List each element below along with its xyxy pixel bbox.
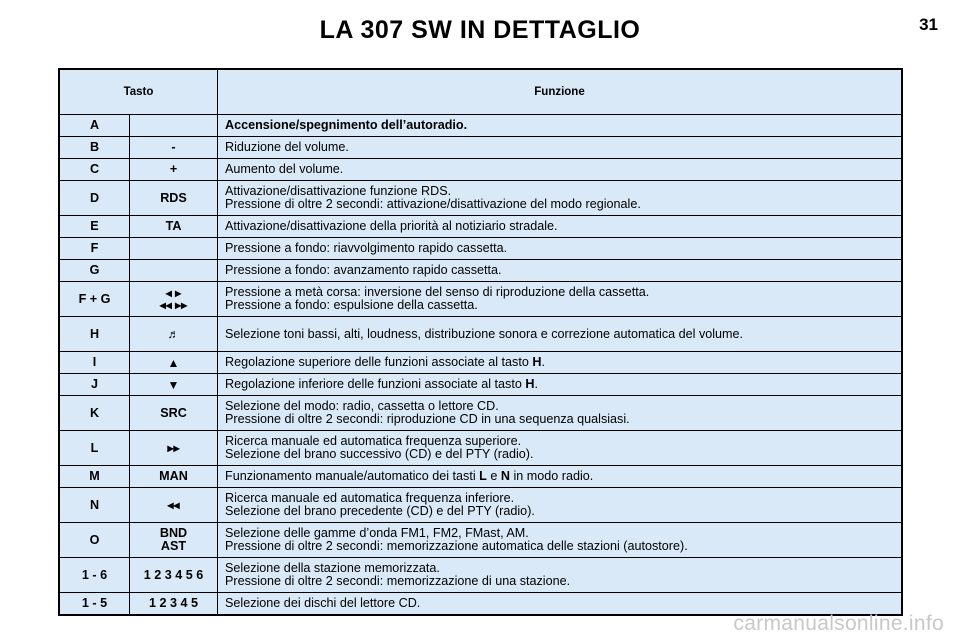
table-row	[60, 557, 901, 592]
fast-forward-icon: ▸▸	[167, 441, 180, 455]
button-cell	[130, 374, 218, 395]
table-row	[60, 395, 901, 430]
key-cell: H	[60, 317, 130, 351]
function-cell: Ricerca manuale ed automatica frequenza inferiore. Selezione del brano precedente (CD) e del PTY (radio).	[225, 491, 535, 518]
key-cell: O	[60, 523, 130, 557]
button-cell	[130, 431, 218, 465]
page-title: LA 307 SW IN DETTAGLIO	[319, 16, 641, 44]
key-cell: E	[60, 216, 130, 237]
table-row	[60, 158, 901, 180]
function-cell: Pressione a fondo: avanzamento rapido cassetta.	[225, 263, 502, 277]
button-cell	[130, 238, 218, 259]
music-note-icon: ♬	[167, 327, 180, 341]
button-cell	[130, 352, 218, 373]
button-cell: -	[130, 137, 218, 158]
function-cell: Selezione delle gamme d’onda FM1, FM2, FMast, AM. Pressione di oltre 2 secondi: memorizzazione automatica delle stazioni (autostore).	[225, 526, 688, 553]
button-cell: RDS	[130, 181, 218, 215]
function-cell: Attivazione/disattivazione funzione RDS. Pressione di oltre 2 secondi: attivazione/disattivazione del modo regionale.	[225, 184, 641, 211]
function-cell: Regolazione inferiore delle funzioni associate al tasto H.	[225, 377, 538, 391]
watermark: carmanualsonline.info	[733, 612, 944, 635]
button-cell	[130, 282, 218, 316]
arrows-icon: ◂ ▸ ◂◂ ▸▸	[159, 286, 188, 312]
table-row	[60, 430, 901, 465]
table-row	[60, 136, 901, 158]
arrow-up-icon: ▲	[167, 355, 180, 370]
key-cell: 1 - 6	[60, 558, 130, 592]
table-row	[60, 373, 901, 395]
table-header	[60, 70, 901, 114]
function-cell: Selezione dei dischi del lettore CD.	[225, 596, 421, 610]
table-row	[60, 259, 901, 281]
table-row	[60, 237, 901, 259]
key-cell: 1 - 5	[60, 593, 130, 614]
arrow-down-icon: ▼	[167, 377, 180, 392]
key-cell: F	[60, 238, 130, 259]
key-cell: D	[60, 181, 130, 215]
key-cell: I	[60, 352, 130, 373]
table-row	[60, 215, 901, 237]
key-cell: J	[60, 374, 130, 395]
function-cell: Selezione della stazione memorizzata. Pressione di oltre 2 secondi: memorizzazione di una stazione.	[225, 561, 571, 588]
table-row	[60, 522, 901, 557]
header-key: Tasto	[60, 70, 218, 114]
key-cell: C	[60, 159, 130, 180]
function-cell: Selezione del modo: radio, cassetta o lettore CD. Pressione di oltre 2 secondi: riproduzione CD in una sequenza qualsiasi.	[225, 399, 630, 426]
table-row	[60, 316, 901, 351]
function-cell: Funzionamento manuale/automatico dei tasti L e N in modo radio.	[225, 469, 594, 483]
key-cell: N	[60, 488, 130, 522]
table-row	[60, 592, 901, 614]
rewind-icon: ◂◂	[167, 498, 180, 512]
key-cell: M	[60, 466, 130, 487]
key-cell: B	[60, 137, 130, 158]
function-table	[58, 68, 903, 616]
table-row	[60, 487, 901, 522]
function-cell: Attivazione/disattivazione della priorità al notiziario stradale.	[225, 219, 558, 233]
button-cell: 1 2 3 4 5	[130, 593, 218, 614]
button-cell	[130, 317, 218, 351]
table-row	[60, 465, 901, 487]
button-cell: MAN	[130, 466, 218, 487]
function-cell: Ricerca manuale ed automatica frequenza superiore. Selezione del brano successivo (CD) e del PTY (radio).	[225, 434, 534, 461]
function-cell: Selezione toni bassi, alti, loudness, distribuzione sonora e correzione automatica del volume.	[225, 326, 744, 341]
function-cell: Aumento del volume.	[225, 162, 344, 176]
key-cell: A	[60, 115, 130, 136]
table-row	[60, 281, 901, 316]
function-cell: Pressione a metà corsa: inversione del senso di riproduzione della cassetta. Pressione a fondo: espulsione della cassetta.	[225, 285, 650, 312]
table-row	[60, 180, 901, 215]
header-function: Funzione	[534, 85, 585, 98]
key-cell: L	[60, 431, 130, 465]
key-cell: G	[60, 260, 130, 281]
button-cell	[130, 115, 218, 136]
key-cell: K	[60, 396, 130, 430]
function-cell: Regolazione superiore delle funzioni associate al tasto H.	[225, 355, 545, 369]
button-cell	[130, 260, 218, 281]
function-cell: Pressione a fondo: riavvolgimento rapido cassetta.	[225, 241, 508, 255]
function-cell: Accensione/spegnimento dell’autoradio.	[225, 118, 468, 132]
button-cell: 1 2 3 4 5 6	[130, 558, 218, 592]
table-row	[60, 351, 901, 373]
key-cell: F + G	[60, 282, 130, 316]
function-cell: Riduzione del volume.	[225, 140, 349, 154]
button-cell: +	[130, 159, 218, 180]
page-number: 31	[919, 15, 938, 34]
button-cell	[130, 488, 218, 522]
button-cell: BND AST	[130, 523, 218, 557]
table-row	[60, 114, 901, 136]
button-cell: TA	[130, 216, 218, 237]
button-cell: SRC	[130, 396, 218, 430]
